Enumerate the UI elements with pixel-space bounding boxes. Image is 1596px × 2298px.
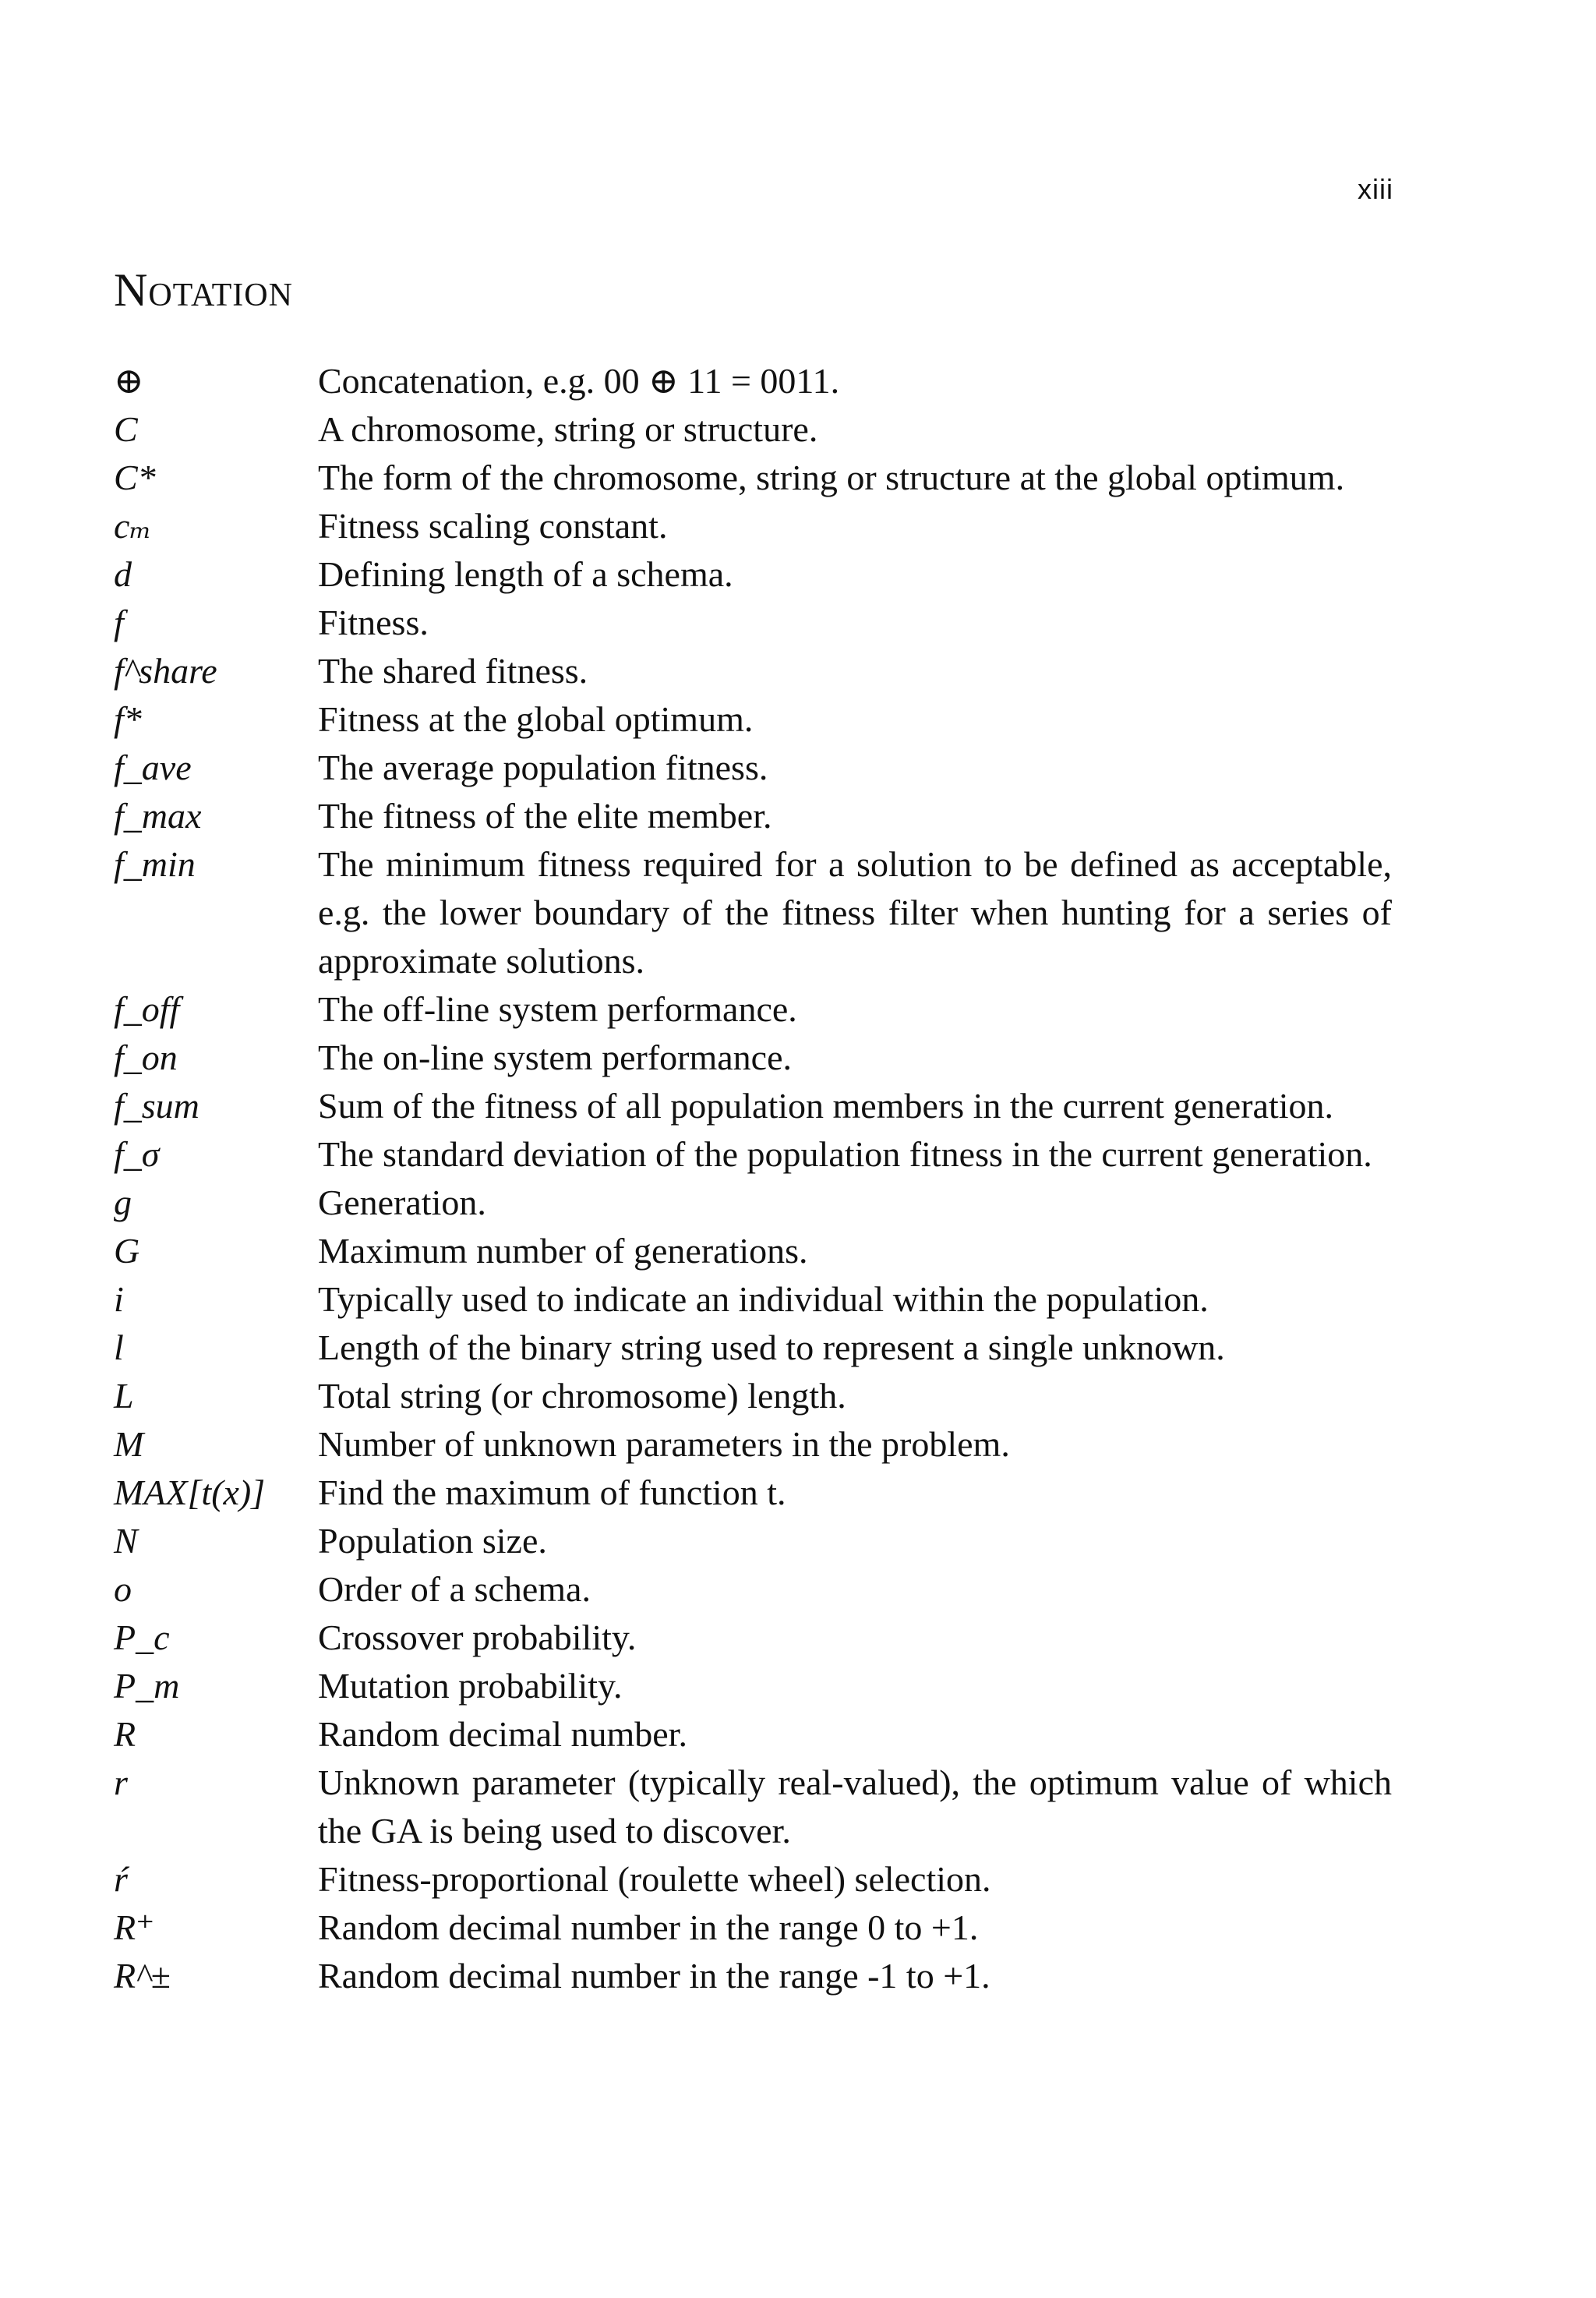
notation-symbol: f_off	[114, 989, 180, 1029]
notation-description: Random decimal number in the range 0 to +1.	[318, 1907, 979, 1947]
notation-entry	[114, 1179, 1392, 1227]
notation-symbol: L	[114, 1376, 134, 1416]
notation-entry	[114, 1324, 1392, 1372]
notation-entry	[114, 985, 1392, 1034]
notation-entry	[114, 1710, 1392, 1759]
notation-entry	[114, 1759, 1392, 1855]
notation-description: Order of a schema.	[318, 1569, 591, 1609]
notation-description: The form of the chromosome, string or structure at the global optimum.	[318, 458, 1345, 497]
page-title: Notation	[114, 264, 293, 316]
notation-entry	[114, 840, 1392, 985]
notation-entry	[114, 792, 1392, 840]
notation-description: Unknown parameter (typically real-valued), the optimum value of which the GA is being used to discover.	[318, 1762, 1392, 1851]
notation-description: The shared fitness.	[318, 651, 588, 691]
notation-symbol: ⊕	[114, 361, 144, 401]
notation-description: Random decimal number in the range -1 to +1.	[318, 1956, 990, 1996]
notation-symbol: cₘ	[114, 506, 152, 546]
notation-entry	[114, 744, 1392, 792]
notation-description: Defining length of a schema.	[318, 554, 733, 594]
notation-description: Generation.	[318, 1183, 486, 1222]
notation-symbol: r	[114, 1762, 128, 1802]
notation-description: Mutation probability.	[318, 1666, 623, 1706]
notation-symbol: f_min	[114, 844, 196, 884]
notation-entry	[114, 454, 1392, 502]
notation-symbol: f*	[114, 699, 142, 739]
notation-description: The on-line system performance.	[318, 1038, 792, 1077]
notation-symbol: C	[114, 409, 138, 449]
notation-symbol: R	[114, 1714, 136, 1754]
notation-entry	[114, 405, 1392, 454]
notation-description: The fitness of the elite member.	[318, 796, 772, 836]
notation-entry	[114, 1565, 1392, 1614]
notation-entry	[114, 1517, 1392, 1565]
notation-entry	[114, 1469, 1392, 1517]
notation-symbol: f_σ	[114, 1134, 160, 1174]
notation-entry	[114, 357, 1392, 405]
notation-entry	[114, 1855, 1392, 1904]
notation-description: Fitness scaling constant.	[318, 506, 668, 546]
notation-description: Fitness-proportional (roulette wheel) selection.	[318, 1859, 991, 1899]
notation-description: Concatenation, e.g. 00 ⊕ 11 = 0011.	[318, 361, 840, 401]
notation-entry	[114, 550, 1392, 599]
notation-description: Length of the binary string used to represent a single unknown.	[318, 1328, 1225, 1367]
notation-symbol: f^share	[114, 651, 217, 691]
notation-description: Number of unknown parameters in the problem.	[318, 1424, 1010, 1464]
notation-symbol: M	[114, 1424, 144, 1464]
notation-symbol: g	[114, 1183, 132, 1222]
notation-description: The off-line system performance.	[318, 989, 797, 1029]
notation-symbol: l	[114, 1328, 124, 1367]
notation-description: Sum of the fitness of all population members in the current generation.	[318, 1086, 1334, 1126]
notation-entry	[114, 1082, 1392, 1130]
notation-entry	[114, 1614, 1392, 1662]
notation-symbol: o	[114, 1569, 132, 1609]
notation-entry	[114, 695, 1392, 744]
notation-list	[114, 357, 1392, 2000]
notation-symbol: d	[114, 554, 132, 594]
notation-entry	[114, 1952, 1392, 2000]
notation-symbol: f	[114, 603, 124, 642]
notation-symbol: P_c	[114, 1617, 170, 1657]
notation-description: The minimum fitness required for a solution to be defined as acceptable, e.g. the lower boundary of the fitness filter when hunting for a series of approximate solutions.	[318, 844, 1392, 981]
notation-description: Fitness at the global optimum.	[318, 699, 754, 739]
notation-description: Total string (or chromosome) length.	[318, 1376, 846, 1416]
notation-description: Fitness.	[318, 603, 429, 642]
notation-symbol: R⁺	[114, 1907, 155, 1947]
notation-entry	[114, 1662, 1392, 1710]
notation-entry	[114, 1034, 1392, 1082]
notation-entry	[114, 647, 1392, 695]
notation-description: Population size.	[318, 1521, 547, 1561]
notation-symbol: R^±	[114, 1956, 171, 1996]
notation-symbol: f_max	[114, 796, 202, 836]
notation-symbol: MAX[t(x)]	[114, 1472, 266, 1512]
notation-description: Crossover probability.	[318, 1617, 637, 1657]
notation-symbol: f_sum	[114, 1086, 200, 1126]
notation-description: Typically used to indicate an individual within the population.	[318, 1279, 1209, 1319]
page-number: xiii	[1358, 173, 1393, 205]
notation-symbol: ŕ	[114, 1859, 128, 1899]
notation-description: Random decimal number.	[318, 1714, 687, 1754]
notation-entry	[114, 599, 1392, 647]
notation-symbol: f_on	[114, 1038, 178, 1077]
notation-description: Maximum number of generations.	[318, 1231, 808, 1271]
notation-symbol: N	[114, 1521, 138, 1561]
notation-description: The standard deviation of the population fitness in the current generation.	[318, 1134, 1372, 1174]
notation-symbol: C*	[114, 458, 156, 497]
notation-description: A chromosome, string or structure.	[318, 409, 818, 449]
notation-entry	[114, 1372, 1392, 1420]
notation-symbol: P_m	[114, 1666, 180, 1706]
notation-symbol: i	[114, 1279, 124, 1319]
notation-entry	[114, 1420, 1392, 1469]
notation-description: The average population fitness.	[318, 748, 768, 787]
notation-entry	[114, 1904, 1392, 1952]
notation-symbol: G	[114, 1231, 140, 1271]
notation-entry	[114, 502, 1392, 550]
notation-symbol: f_ave	[114, 748, 192, 787]
notation-entry	[114, 1227, 1392, 1275]
notation-entry	[114, 1275, 1392, 1324]
notation-description: Find the maximum of function t.	[318, 1472, 786, 1512]
notation-entry	[114, 1130, 1392, 1179]
